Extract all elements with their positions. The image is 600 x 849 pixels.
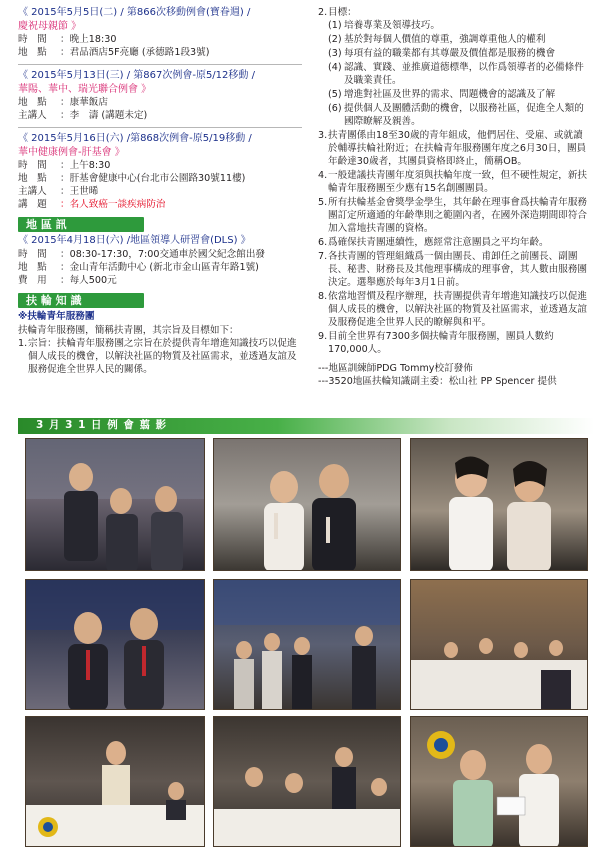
event-photo-6 <box>410 579 588 710</box>
item-text: 爲確保扶青團連續性，應經常注意團員之平均年齡。 <box>328 237 549 248</box>
item-text: 宗旨：扶輪青年服務團之宗旨在於提供青年增進知識技巧以促進個人成長的機會，以解決社區的物質及社區需求，並透過友誼及服務促進全世界人民的關係。 <box>28 337 297 375</box>
knowledge-item-9 <box>318 330 592 356</box>
label: 地 點 <box>18 261 47 273</box>
photo-figures <box>26 439 205 571</box>
event-photo-5 <box>213 579 401 710</box>
goals-title: 目標： <box>328 7 357 18</box>
item-text: 扶青團係由18至30歲的青年組成，他們居住、受雇、或就讀於輔導扶輪社附近；在扶輪青年服務團年度之6月30日，團員年齡達30歲者，其團員資格即終止，簡稱OB。 <box>328 130 587 167</box>
divider <box>18 127 302 128</box>
label: 主講人 <box>18 186 47 197</box>
goal-2 <box>328 33 592 46</box>
item-number: 5. <box>318 197 328 208</box>
knowledge-header: 扶 輪 知 識 <box>18 293 144 308</box>
divider <box>18 64 302 65</box>
item-number: 2. <box>318 7 328 18</box>
value: ：每人500元 <box>60 274 117 286</box>
label: 地 點 <box>18 97 47 108</box>
value: ：李 濤 (講題未定) <box>60 110 148 121</box>
label: 地 點 <box>18 47 47 58</box>
goal-5 <box>328 88 592 101</box>
photo-figures <box>26 580 205 710</box>
item-number: 1. <box>18 337 28 349</box>
knowledge-item-4 <box>318 169 592 195</box>
photo-figures <box>26 717 205 847</box>
photo-figures <box>411 717 588 847</box>
label: 講 題 <box>18 199 47 210</box>
meeting-title-1b: 慶祝母親節 》 <box>18 20 82 32</box>
credit-line-1: ---地區訓練師PDG Tommy校訂發佈 <box>318 363 473 374</box>
goal-3 <box>328 47 592 60</box>
event-photo-7 <box>25 716 205 847</box>
knowledge-intro: 扶輪青年服務團，簡稱扶青團，其宗旨及目標如下： <box>18 324 239 336</box>
label: 地 點 <box>18 173 47 184</box>
label: 時 間 <box>18 34 47 45</box>
photo-figures <box>411 580 588 710</box>
goal-text: 基於對每個人價值的尊重，強調尊重他人的權利 <box>344 34 546 45</box>
right-column <box>318 6 592 388</box>
item-text: 各扶青團的管理組織爲一個由團長、甫卸任之前團長、副團長、秘書、財務長及其他理事構成的理事會，其人數由服務團決定。選舉應於每年3月1日前。 <box>328 251 588 288</box>
event-photo-9 <box>410 716 588 847</box>
item-number: 3. <box>318 130 328 141</box>
meeting-block-1 <box>18 6 302 59</box>
event-photo-2 <box>213 438 401 571</box>
district-title: 《 2015年4月18日(六) /地區領導人研習會(DLS) 》 <box>18 235 251 246</box>
meeting-title-3b: 華中健康例會-肝基會 》 <box>18 146 125 158</box>
item-number: 6. <box>318 237 328 248</box>
event-photo-3 <box>410 438 588 571</box>
photo-section-title: 3 月 3 1 日 例 會 翦 影 <box>36 419 168 431</box>
item-number: 4. <box>318 170 328 181</box>
item-number: 8. <box>318 291 328 302</box>
event-photo-1 <box>25 438 205 571</box>
goal-text: 每項有益的職業都有其尊嚴及價值都是服務的機會 <box>344 48 556 59</box>
meeting-block-3 <box>18 132 302 211</box>
item-text: 所有扶輪基金會獎學金學生，其年齡在理事會爲扶輪青年服務團訂定所適通的年齡準則之範圍內者，在國外深造期間即符合加入當地扶青團的資格。 <box>328 197 588 234</box>
goals-item <box>318 6 592 128</box>
knowledge-item-3 <box>318 129 592 168</box>
photo-figures <box>214 580 401 710</box>
goal-6 <box>328 102 592 128</box>
goal-number: (5) <box>328 89 342 100</box>
value: ：肝基會健康中心(台北市公園路30號11樓) <box>60 173 246 184</box>
credit-line-2: ---3520地區扶輪知識副主委：松山社 PP Spencer 提供 <box>318 376 557 387</box>
meeting-title-2a: 《 2015年5月13日(三) / 第867次例會-原5/12移動 / <box>18 70 255 81</box>
value: ：君品酒店5F亮廳 (承德路1段3號) <box>60 47 210 58</box>
knowledge-item-1 <box>18 337 302 376</box>
knowledge-item-7 <box>318 250 592 289</box>
value: ：晚上18:30 <box>60 34 117 45</box>
goal-text: 增進對社區及世界的需求、問題機會的認識及了解 <box>344 89 556 100</box>
item-text: 目前全世界有7300多個扶輪青年服務團，團員人數約170,000人。 <box>328 331 554 355</box>
goal-number: (1) <box>328 20 342 31</box>
meeting-block-2 <box>18 69 302 122</box>
label: 主講人 <box>18 110 47 121</box>
district-header: 地 區 訊 <box>18 217 144 232</box>
value: ：王世晞 <box>60 186 99 197</box>
label: 時 間 <box>18 248 47 260</box>
item-number: 9. <box>318 331 328 342</box>
goal-4 <box>328 61 592 87</box>
knowledge-item-5 <box>318 196 592 235</box>
goal-1 <box>328 19 592 32</box>
goal-text: 培養專業及領導技巧。 <box>344 20 440 31</box>
knowledge-item-6 <box>318 236 592 249</box>
label: 費 用 <box>18 274 47 286</box>
event-photo-4 <box>25 579 205 710</box>
knowledge-subtitle: ※扶輪青年服務團 <box>18 310 95 322</box>
goal-text: 認識、實踐、並推廣道德標準，以作爲領導者的必備條件及職業責任。 <box>344 62 584 86</box>
goal-number: (4) <box>328 62 342 73</box>
meeting-title-2b: 華陽、華中、瑞光聯合例會 》 <box>18 83 152 95</box>
photo-section-header <box>18 418 594 434</box>
value: ：上午8:30 <box>60 160 111 171</box>
event-photo-8 <box>213 716 401 847</box>
photo-figures <box>411 439 588 571</box>
topic-value: ：名人致癌一談疾病防治 <box>60 199 166 210</box>
item-text: 一般建議扶青團年度須與扶輪年度一致，但不硬性規定，新扶輪青年服務團至少應有15名創團團員。 <box>328 170 588 194</box>
left-column <box>18 6 302 377</box>
goal-number: (6) <box>328 103 342 114</box>
goal-number: (3) <box>328 48 342 59</box>
value: ：康華飯店 <box>60 97 108 108</box>
value: ：08:30-17:30，7:00交通車於國父紀念館出發 <box>60 248 266 260</box>
item-text: 依當地習慣及程序辦理，扶青團提供青年增進知識技巧以促進個人成長的機會，以解決社區的物質及社區需求，並透過友誼及服務促進全世界人民的瞭解與和平。 <box>328 291 588 328</box>
photo-figures <box>214 717 401 847</box>
meeting-title-3a: 《 2015年5月16日(六) /第868次例會-原5/19移動 / <box>18 133 252 144</box>
goal-number: (2) <box>328 34 342 45</box>
item-number: 7. <box>318 251 328 262</box>
label: 時 間 <box>18 160 47 171</box>
meeting-title-1a: 《 2015年5月5日(二) / 第866次移動例會(寶眷週) / <box>18 7 251 18</box>
goal-text: 提供個人及團體活動的機會，以服務社區，促進全人類的國際瞭解及親善。 <box>344 103 584 127</box>
photo-figures <box>214 439 401 571</box>
value: ：金山青年活動中心 (新北市金山區青年路1號) <box>60 261 259 273</box>
knowledge-item-8 <box>318 290 592 329</box>
